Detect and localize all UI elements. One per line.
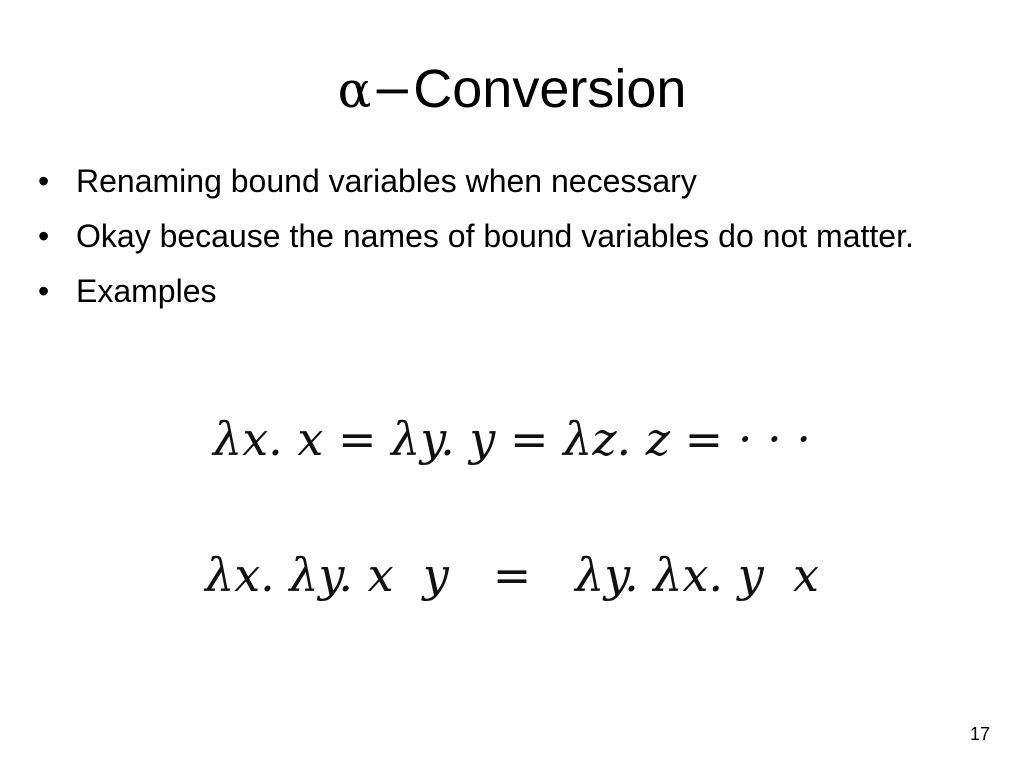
bullet-text: Okay because the names of bound variables do not matter. — [76, 218, 914, 254]
title-text: Conversion — [413, 59, 687, 119]
title-alpha-symbol: α — [337, 61, 372, 119]
bullet-text: Renaming bound variables when necessary — [76, 163, 697, 199]
bullet-text: Examples — [76, 273, 217, 309]
title-dash: − — [371, 61, 414, 119]
bullet-list — [38, 160, 998, 325]
bullet-marker: • — [38, 218, 50, 254]
slide-title — [0, 54, 1024, 125]
bullet-marker: • — [38, 163, 50, 199]
bullet-marker: • — [38, 273, 50, 309]
equation-alpha-equivalence-1: λx. x = λy. y = λz. z = · · · — [213, 412, 811, 466]
bullet-item — [38, 215, 998, 258]
bullet-item — [38, 160, 998, 203]
equation-alpha-equivalence-2: λx. λy. x y = λy. λx. y x — [205, 548, 819, 602]
bullet-item — [38, 270, 998, 313]
page-number: 17 — [969, 724, 990, 744]
